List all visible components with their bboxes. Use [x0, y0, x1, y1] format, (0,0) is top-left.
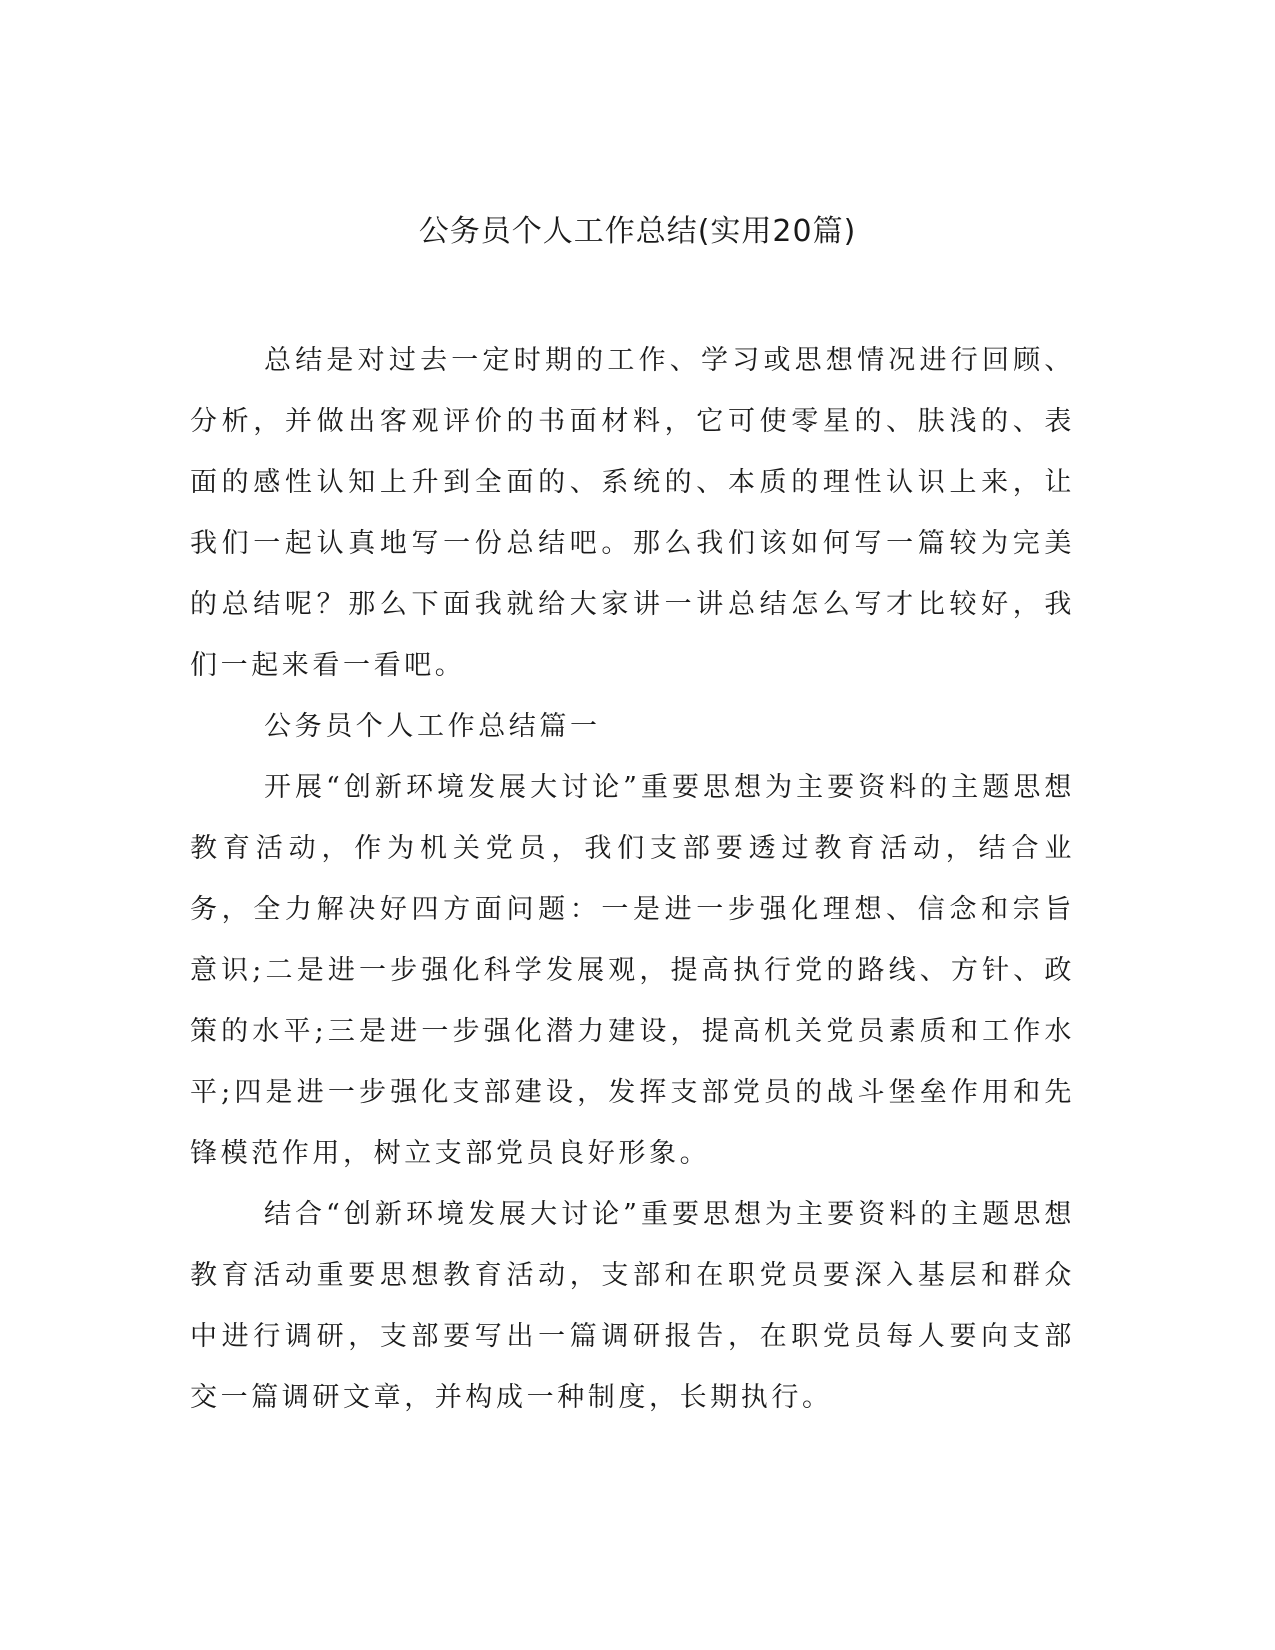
document-title: 公务员个人工作总结(实用20篇) — [418, 214, 857, 249]
document-body — [190, 330, 1075, 1428]
section-heading: 公务员个人工作总结篇一 — [264, 711, 601, 742]
body-paragraph-1: 开展“创新环境发展大讨论”重要思想为主要资料的主题思想教育活动，作为机关党员，我们支部要透过教育活动，结合业务，全力解决好四方面问题：一是进一步强化理想、信念和宗旨意识;二是进一步强化科学发展观，提高执行党的路线、方针、政策的水平;三是进一步强化潜力建设，提高机关党员素质和工作水平;四是进一步强化支部建设，发挥支部党员的战斗堡垒作用和先锋模范作用，树立支部党员良好形象。 — [190, 772, 1075, 1169]
intro-paragraph: 总结是对过去一定时期的工作、学习或思想情况进行回顾、分析，并做出客观评价的书面材料，它可使零星的、肤浅的、表面的感性认知上升到全面的、系统的、本质的理性认识上来，让我们一起认真地写一份总结吧。那么我们该如何写一篇较为完美的总结呢？那么下面我就给大家讲一讲总结怎么写才比较好，我们一起来看一看吧。 — [190, 345, 1075, 681]
body-paragraph-2: 结合“创新环境发展大讨论”重要思想为主要资料的主题思想教育活动重要思想教育活动，支部和在职党员要深入基层和群众中进行调研，支部要写出一篇调研报告，在职党员每人要向支部交一篇调研文章，并构成一种制度，长期执行。 — [190, 1199, 1075, 1413]
